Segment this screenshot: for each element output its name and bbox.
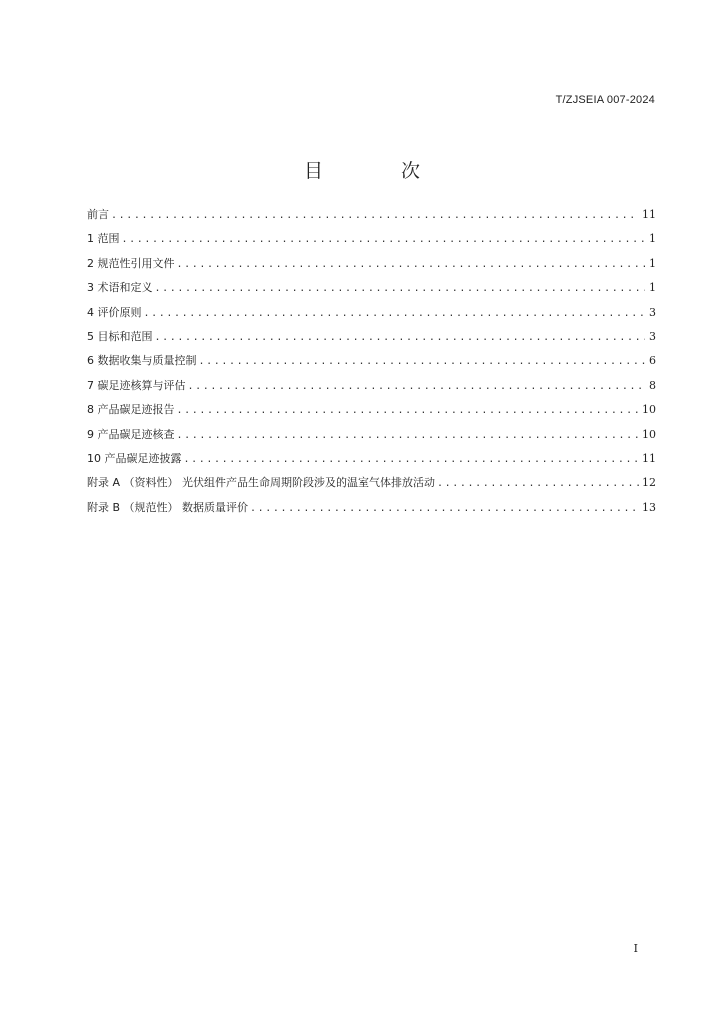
dot-leader xyxy=(437,478,639,489)
dot-leader xyxy=(155,332,646,343)
dot-leader xyxy=(144,308,646,319)
toc-entry[interactable] xyxy=(87,255,656,279)
toc-entry-page: 11 xyxy=(642,451,656,465)
toc-entry-page: 8 xyxy=(649,378,656,392)
toc-entry[interactable] xyxy=(87,377,656,401)
toc-entry[interactable] xyxy=(87,401,656,425)
toc-entry-label: 9 产品碳足迹核查 xyxy=(87,427,175,441)
toc-entry-label: 前言 xyxy=(87,208,109,221)
toc-entry[interactable] xyxy=(87,304,656,328)
toc-entry-page: 10 xyxy=(642,403,656,417)
toc-entry-page: 1 xyxy=(649,281,656,295)
toc-entry-page: 1 xyxy=(649,256,656,270)
toc-entry-label: 10 产品碳足迹披露 xyxy=(87,451,182,465)
dot-leader xyxy=(199,356,646,367)
toc-entry-label: 2 规范性引用文件 xyxy=(87,256,175,270)
dot-leader xyxy=(250,503,639,514)
dot-leader xyxy=(155,283,646,294)
dot-leader xyxy=(122,234,646,245)
toc-entry[interactable] xyxy=(87,230,656,254)
toc-entry-page: 3 xyxy=(649,329,656,343)
toc-entry-label: 附录 A （资料性） 光伏组件产品生命周期阶段涉及的温室气体排放活动 xyxy=(87,476,436,490)
toc-entry-label: 8 产品碳足迹报告 xyxy=(87,403,175,417)
toc-entry[interactable] xyxy=(87,206,656,230)
toc-entry[interactable] xyxy=(87,474,656,498)
dot-leader xyxy=(188,381,646,392)
toc-title: 目 次 xyxy=(303,160,457,182)
toc-entry-label: 7 碳足迹核算与评估 xyxy=(87,378,186,392)
toc-entry-page: 10 xyxy=(642,427,656,441)
toc-entry-label: 3 术语和定义 xyxy=(87,281,153,295)
toc-entry-label: 4 评价原则 xyxy=(87,305,142,319)
toc-entry[interactable] xyxy=(87,352,656,376)
toc-entry-page: 1 xyxy=(649,232,656,246)
toc-entry-page: 12 xyxy=(642,476,656,490)
dot-leader xyxy=(111,210,639,221)
toc-entry[interactable] xyxy=(87,279,656,303)
toc-entry[interactable] xyxy=(87,328,656,352)
toc-entry-page: 11 xyxy=(642,208,656,221)
page-number: I xyxy=(633,942,638,955)
toc-entry-label: 附录 B （规范性） 数据质量评价 xyxy=(87,500,249,514)
document-code: T/ZJSEIA 007-2024 xyxy=(555,94,655,106)
toc-entry-page: 13 xyxy=(642,500,656,514)
toc-entry-label: 5 目标和范围 xyxy=(87,329,153,343)
toc-entry-label: 1 范围 xyxy=(87,232,120,246)
toc-entry-page: 3 xyxy=(649,305,656,319)
toc-entry-page: 6 xyxy=(649,354,656,368)
dot-leader xyxy=(177,405,640,416)
toc-entry[interactable] xyxy=(87,499,656,523)
dot-leader xyxy=(184,454,640,465)
toc-list xyxy=(87,206,656,523)
toc-entry[interactable] xyxy=(87,450,656,474)
toc-entry-label: 6 数据收集与质量控制 xyxy=(87,354,197,368)
dot-leader xyxy=(177,259,646,270)
toc-entry[interactable] xyxy=(87,426,656,450)
dot-leader xyxy=(177,430,640,441)
